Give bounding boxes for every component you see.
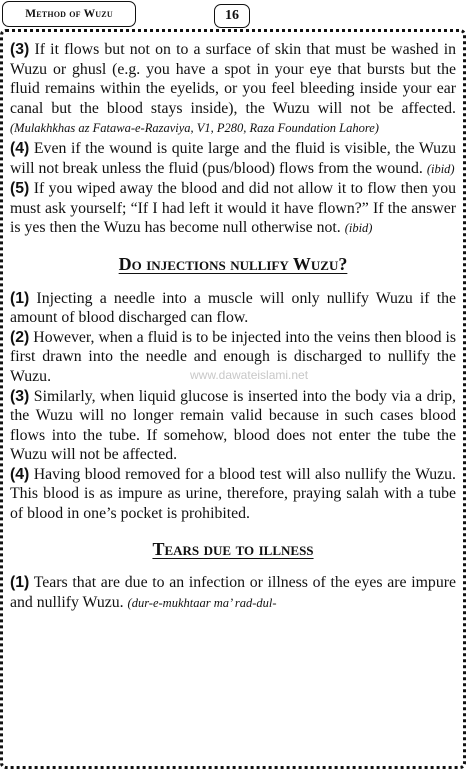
section-heading-tears bbox=[10, 540, 456, 560]
heading-text: Tears due to illness bbox=[152, 538, 314, 559]
section-heading-injections bbox=[10, 255, 456, 275]
paragraph bbox=[10, 573, 456, 613]
item-text: If you wiped away the blood and did not allow it to flow then you must ask yourself; “If I had left it would it have flown?” If the answer is yes then the Wuzu has become null otherwise not. bbox=[10, 180, 456, 237]
paragraph bbox=[10, 139, 456, 179]
item-number: (4) bbox=[10, 139, 30, 157]
item-number: (1) bbox=[10, 289, 30, 307]
page-body bbox=[10, 40, 456, 613]
item-number: (4) bbox=[10, 465, 30, 483]
paragraph bbox=[10, 387, 456, 465]
item-text: Tears that are due to an infection or illness of the eyes are impure and nullify Wuzu. bbox=[10, 574, 456, 611]
paragraph bbox=[10, 465, 456, 524]
reference: (ibid) bbox=[426, 161, 455, 176]
running-title bbox=[2, 1, 136, 27]
item-text: Similarly, when liquid glucose is inserted into the body via a drip, the Wuzu will no longer remain valid because in such cases blood flows into the tube. If somehow, blood does not enter the tube the Wuzu will not be affected. bbox=[10, 387, 456, 464]
item-text: However, when a fluid is to be injected into the veins then blood is first drawn into the needle and enough is discharged to nullify the Wuzu. bbox=[10, 328, 456, 385]
reference: (dur-e-mukhtaar ma’ rad-dul- bbox=[127, 595, 277, 610]
item-text: Injecting a needle into a muscle will only nullify Wuzu if the amount of blood discharged can flow. bbox=[10, 289, 456, 327]
paragraph bbox=[10, 328, 456, 387]
item-text: Even if the wound is quite large and the fluid is visible, the Wuzu will not break unless the fluid (pus/blood) flows from the wound. bbox=[10, 139, 456, 177]
item-text: Having blood removed for a blood test will also nullify the Wuzu. This blood is as impure as urine, therefore, praying salah with a tube of blood in one’s pocket is prohibited. bbox=[10, 465, 456, 523]
item-number: (5) bbox=[10, 180, 30, 198]
paragraph bbox=[10, 179, 456, 239]
running-title-text: Method of Wuzu bbox=[25, 8, 113, 20]
item-number: (1) bbox=[10, 574, 30, 592]
item-number: (2) bbox=[10, 328, 30, 346]
heading-text: Do injections nullify Wuzu? bbox=[118, 253, 348, 274]
item-text: If it flows but not on to a surface of skin that must be washed in Wuzu or ghusl (e.g. you have a spot in your eye that bursts but the fluid remains within the eyelids, or you feel bleeding inside your ear canal but the blood stays inside), the Wuzu will not be affected. bbox=[10, 41, 456, 117]
item-number: (3) bbox=[10, 387, 30, 405]
reference: (ibid) bbox=[344, 221, 373, 236]
watermark: www.dawateislami.net bbox=[190, 368, 309, 382]
page-number: 16 bbox=[214, 4, 250, 28]
item-number: (3) bbox=[10, 41, 30, 58]
paragraph bbox=[10, 40, 456, 139]
reference: (Mulakhkhas az Fatawa-e-Razaviya, V1, P280, Raza Foundation Lahore) bbox=[10, 121, 379, 136]
paragraph bbox=[10, 289, 456, 328]
